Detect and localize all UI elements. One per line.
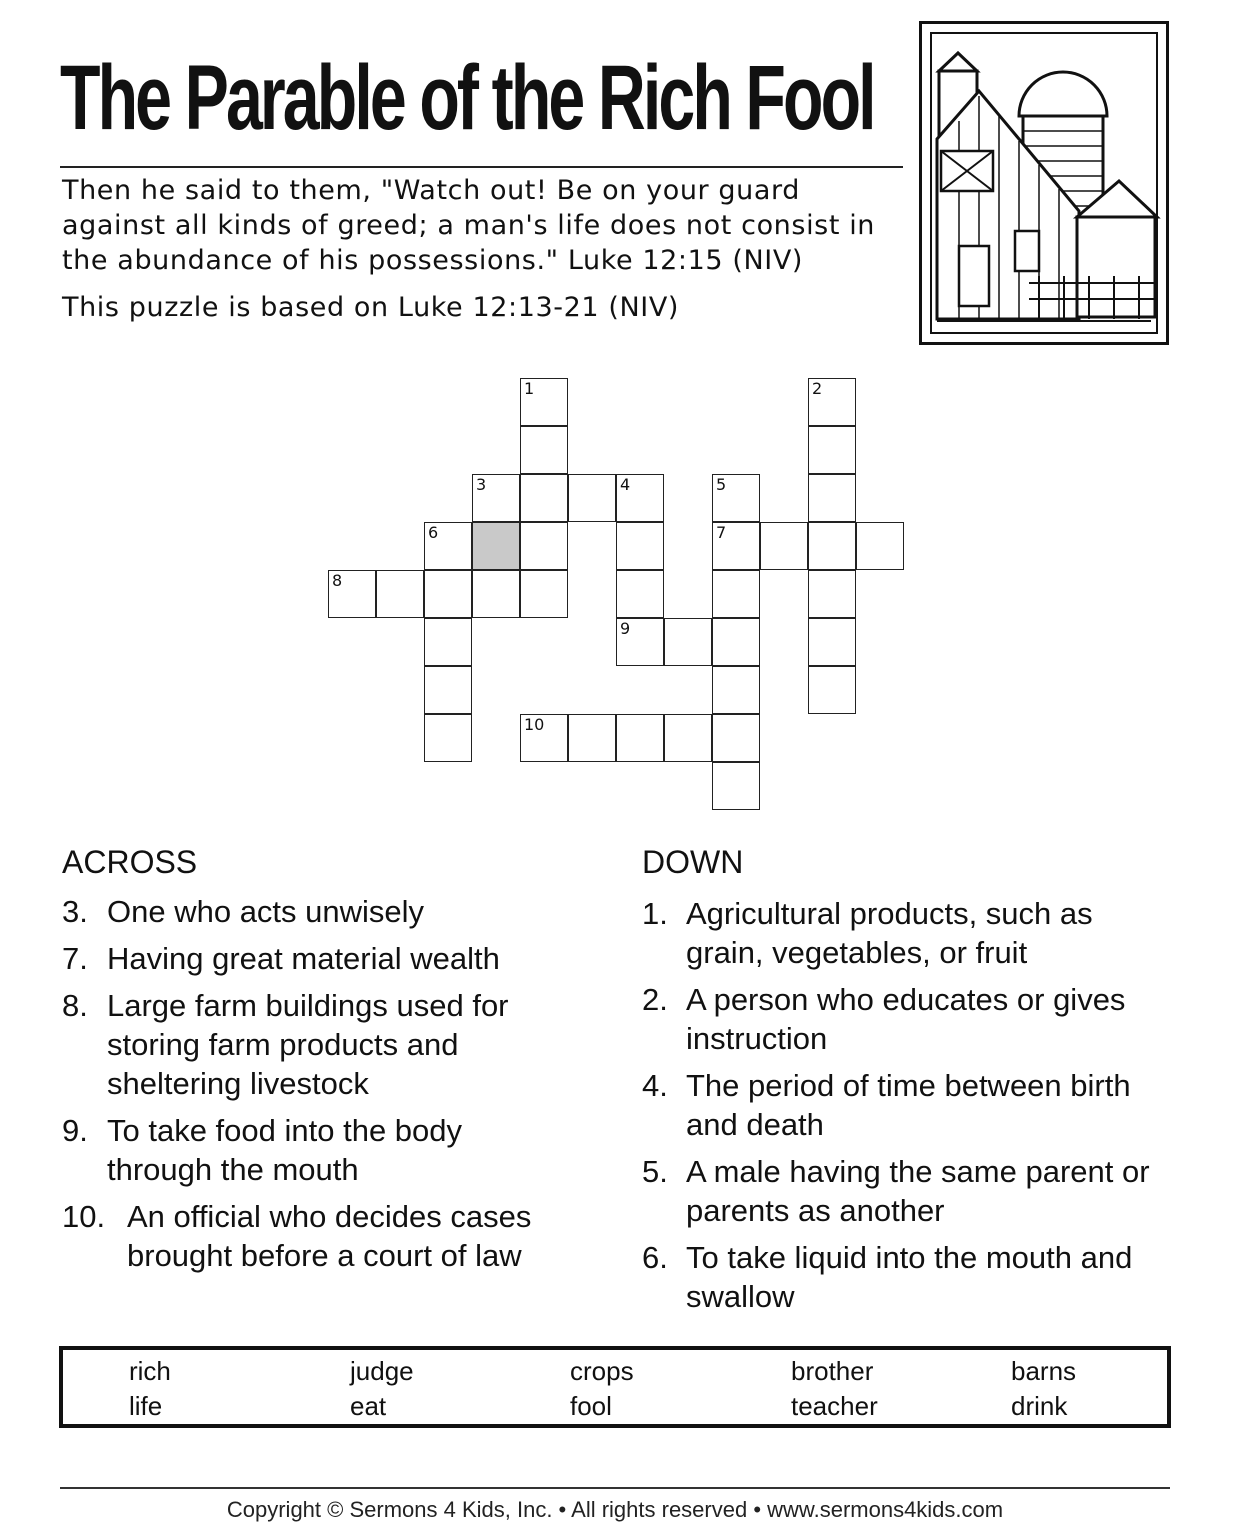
- crossword-cell[interactable]: [328, 570, 376, 618]
- crossword-cell[interactable]: [424, 522, 472, 570]
- crossword-cell[interactable]: [616, 522, 664, 570]
- word-bank-item: drink: [1011, 1391, 1068, 1421]
- crossword-cell[interactable]: [664, 618, 712, 666]
- bible-verse: Then he said to them, "Watch out! Be on your guard against all kinds of greed; a man's life does not consist in the abundance of his possessions." Luke 12:15 (NIV): [62, 175, 876, 276]
- clue-down-1: [642, 894, 1202, 972]
- crossword-cell[interactable]: [808, 570, 856, 618]
- clue-text: An official who decides cases brought before a court of law: [127, 1199, 532, 1273]
- clue-start-number: 9: [620, 619, 631, 638]
- across-clues: [62, 892, 582, 1283]
- clue-number: 5.: [642, 1154, 668, 1189]
- clue-start-number: 1: [524, 379, 535, 398]
- clue-text: Having great material wealth: [107, 941, 500, 976]
- clue-number: 10.: [62, 1199, 106, 1234]
- word-bank-item: brother: [791, 1356, 874, 1386]
- word-bank: [59, 1346, 1171, 1428]
- clue-across-10: [62, 1197, 582, 1275]
- across-heading: ACROSS: [62, 844, 198, 880]
- crossword-cell[interactable]: [712, 522, 760, 570]
- clue-start-number: 8: [332, 571, 343, 590]
- clue-text: To take liquid into the mouth and swallow: [686, 1240, 1133, 1314]
- puzzle-source-note: This puzzle is based on Luke 12:13-21 (NIV): [62, 292, 680, 323]
- clue-start-number: 10: [524, 715, 545, 734]
- crossword-cell[interactable]: [472, 570, 520, 618]
- crossword-cell[interactable]: [424, 570, 472, 618]
- clue-number: 9.: [62, 1113, 88, 1148]
- clue-text: One who acts unwisely: [107, 894, 425, 929]
- crossword-cell[interactable]: [520, 378, 568, 426]
- crossword-cell[interactable]: [568, 474, 616, 522]
- clue-start-number: 7: [716, 523, 727, 542]
- crossword-cell[interactable]: [520, 570, 568, 618]
- clue-number: 3.: [62, 894, 88, 929]
- crossword-cell[interactable]: [520, 474, 568, 522]
- clue-start-number: 5: [716, 475, 727, 494]
- down-clues: [642, 894, 1202, 1324]
- clue-text: Large farm buildings used for storing farm products and sheltering livestock: [107, 988, 509, 1101]
- crossword-cell[interactable]: [616, 618, 664, 666]
- down-heading: DOWN: [642, 844, 744, 880]
- clue-down-5: [642, 1152, 1202, 1230]
- crossword-shaded-cell: [472, 522, 520, 570]
- clue-start-number: 2: [812, 379, 823, 398]
- clue-start-number: 3: [476, 475, 487, 494]
- crossword-cell[interactable]: [424, 714, 472, 762]
- clue-across-7: [62, 939, 582, 978]
- crossword-cell[interactable]: [664, 714, 712, 762]
- crossword-cell[interactable]: [712, 570, 760, 618]
- clue-start-number: 6: [428, 523, 439, 542]
- clue-across-8: [62, 986, 582, 1103]
- crossword-cell[interactable]: [808, 474, 856, 522]
- clue-number: 7.: [62, 941, 88, 976]
- crossword-cell[interactable]: [808, 522, 856, 570]
- word-bank-item: judge: [350, 1356, 414, 1386]
- crossword-cell[interactable]: [568, 714, 616, 762]
- clue-down-4: [642, 1066, 1202, 1144]
- crossword-cell[interactable]: [472, 474, 520, 522]
- clue-number: 2.: [642, 982, 668, 1017]
- crossword-cell[interactable]: [712, 714, 760, 762]
- word-bank-item: teacher: [791, 1391, 878, 1421]
- crossword-cell[interactable]: [520, 714, 568, 762]
- clue-text: Agricultural products, such as grain, vegetables, or fruit: [686, 896, 1093, 970]
- crossword-cell[interactable]: [616, 714, 664, 762]
- crossword-cell[interactable]: [808, 666, 856, 714]
- clue-down-6: [642, 1238, 1202, 1316]
- word-bank-item: barns: [1011, 1356, 1077, 1386]
- crossword-cell[interactable]: [808, 618, 856, 666]
- clue-text: A person who educates or gives instruction: [686, 982, 1126, 1056]
- title-divider: [60, 166, 903, 168]
- clue-text: A male having the same parent or parents as another: [686, 1154, 1150, 1228]
- crossword-cell[interactable]: [520, 426, 568, 474]
- crossword-cell[interactable]: [712, 618, 760, 666]
- word-bank-item: rich: [129, 1356, 171, 1386]
- crossword-cell[interactable]: [376, 570, 424, 618]
- crossword-cell[interactable]: [616, 474, 664, 522]
- copyright-notice: Copyright © Sermons 4 Kids, Inc. • All rights reserved • www.sermons4kids.com: [226, 1497, 1004, 1522]
- footer-divider: [60, 1487, 1170, 1489]
- clue-number: 6.: [642, 1240, 668, 1275]
- clue-across-3: [62, 892, 582, 931]
- crossword-cell[interactable]: [712, 762, 760, 810]
- crossword-cell[interactable]: [760, 522, 808, 570]
- word-bank-item: life: [129, 1391, 163, 1421]
- crossword-cell[interactable]: [712, 666, 760, 714]
- clue-across-9: [62, 1111, 582, 1189]
- clue-number: 1.: [642, 896, 668, 931]
- clue-text: To take food into the body through the mouth: [107, 1113, 463, 1187]
- clue-number: 4.: [642, 1068, 668, 1103]
- word-bank-item: crops: [570, 1356, 634, 1386]
- crossword-cell[interactable]: [856, 522, 904, 570]
- clue-start-number: 4: [620, 475, 631, 494]
- word-bank-item: eat: [350, 1391, 387, 1421]
- clue-number: 8.: [62, 988, 88, 1023]
- page-title: The Parable of the Rich Fool: [60, 47, 874, 149]
- crossword-cell[interactable]: [424, 618, 472, 666]
- crossword-cell[interactable]: [616, 570, 664, 618]
- crossword-cell[interactable]: [424, 666, 472, 714]
- crossword-cell[interactable]: [808, 378, 856, 426]
- farm-barn-silo-icon: [919, 21, 1169, 345]
- crossword-cell[interactable]: [520, 522, 568, 570]
- word-bank-item: fool: [570, 1391, 612, 1421]
- crossword-cell[interactable]: [808, 426, 856, 474]
- clue-down-2: [642, 980, 1202, 1058]
- clue-text: The period of time between birth and death: [686, 1068, 1131, 1142]
- crossword-cell[interactable]: [712, 474, 760, 522]
